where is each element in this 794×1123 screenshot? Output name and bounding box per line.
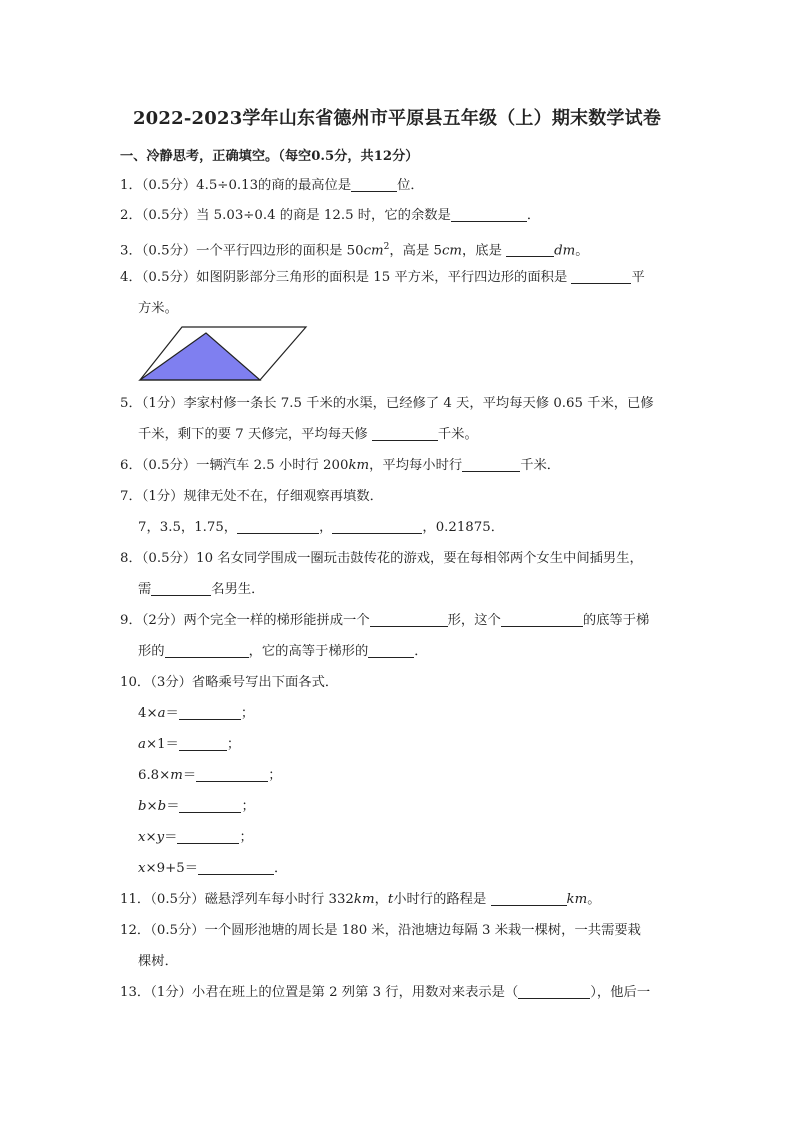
answer-blank[interactable] [351,177,397,192]
question-8: 8．（0.5分）10 名女同学围成一圈玩击鼓传花的游戏，要在每相邻两个女生中间插男生， [120,551,643,566]
question-13: 13．（1分）小君在班上的位置是第 2 列第 3 行，用数对来表示是（ ），他后一 [120,985,651,1000]
question-3: 3．（0.5分）一个平行四边形的面积是 $50cm^2$，高是 5cm，底是 dm。 [120,242,589,259]
question-12: 12．（0.5分）一个圆形池塘的周长是 180 米，沿池塘边每隔 3 米栽一棵树，一共需要栽 [120,923,641,938]
answer-blank[interactable] [368,643,414,658]
answer-blank[interactable] [491,891,567,906]
answer-blank[interactable] [518,984,590,999]
expression-item: 4×a＝ ； [138,706,255,721]
expression-item: b×b＝ ； [138,799,255,814]
answer-blank[interactable] [506,242,554,257]
answer-blank[interactable] [501,612,583,627]
expression-item: x×y＝ ； [138,830,253,845]
answer-blank[interactable] [196,767,268,782]
answer-blank[interactable] [372,426,438,441]
answer-blank[interactable] [462,457,520,472]
question-5-cont: 千米，剩下的要 7 天修完，平均每天修 千米。 [138,427,478,442]
answer-blank[interactable] [198,860,274,875]
answer-blank[interactable] [177,829,239,844]
answer-blank[interactable] [165,643,249,658]
parallelogram-figure [134,325,310,383]
expression-item: 6.8×m＝ ； [138,768,282,783]
question-7: 7．（1分）规律无处不在，仔细观察再填数． [120,489,383,504]
question-5: 5．（1分）李家村修一条长 7.5 千米的水渠，已经修了 4 天，平均每天修 0.65 千米，已修 [120,396,654,411]
question-10: 10．（3分）省略乘号写出下面各式． [120,675,339,690]
answer-blank[interactable] [179,705,241,720]
question-11: 11．（0.5分）磁悬浮列车每小时行 332km，t小时行的路程是 km。 [120,892,601,907]
exam-title: 2022-2023学年山东省德州市平原县五年级（上）期末数学试卷 [132,108,662,129]
answer-blank[interactable] [179,736,227,751]
question-12-cont: 棵树． [138,954,178,969]
question-7-sequence: 7，3.5，1.75， ， ，0.21875． [138,520,504,535]
question-4: 4．（0.5分）如图阴影部分三角形的面积是 15 平方米，平行四边形的面积是 平 [120,270,645,285]
question-4-cont: 方米。 [138,301,178,316]
question-1: 1．（0.5分）4.5÷0.13的商的最高位是 位． [120,178,424,193]
answer-blank[interactable] [237,519,319,534]
answer-blank[interactable] [370,612,448,627]
answer-blank[interactable] [179,798,241,813]
answer-blank[interactable] [332,519,422,534]
question-9-cont: 形的 ，它的高等于梯形的 ． [138,644,428,659]
question-6: 6．（0.5分）一辆汽车 2.5 小时行 200km，平均每小时行 千米． [120,458,561,473]
answer-blank[interactable] [151,581,211,596]
question-8-cont: 需 名男生． [138,582,265,597]
question-2: 2．（0.5分）当 5.03÷0.4 的商是 12.5 时，它的余数是 ． [120,208,541,223]
section-heading: 一、冷静思考，正确填空。（每空0.5分，共12分） [120,149,419,164]
answer-blank[interactable] [451,207,527,222]
expression-item: a×1＝ ； [138,737,241,752]
question-9: 9．（2分）两个完全一样的梯形能拼成一个 形，这个 的底等于梯 [120,613,650,628]
expression-item: x×9+5＝ ． [138,861,288,876]
answer-blank[interactable] [571,269,631,284]
